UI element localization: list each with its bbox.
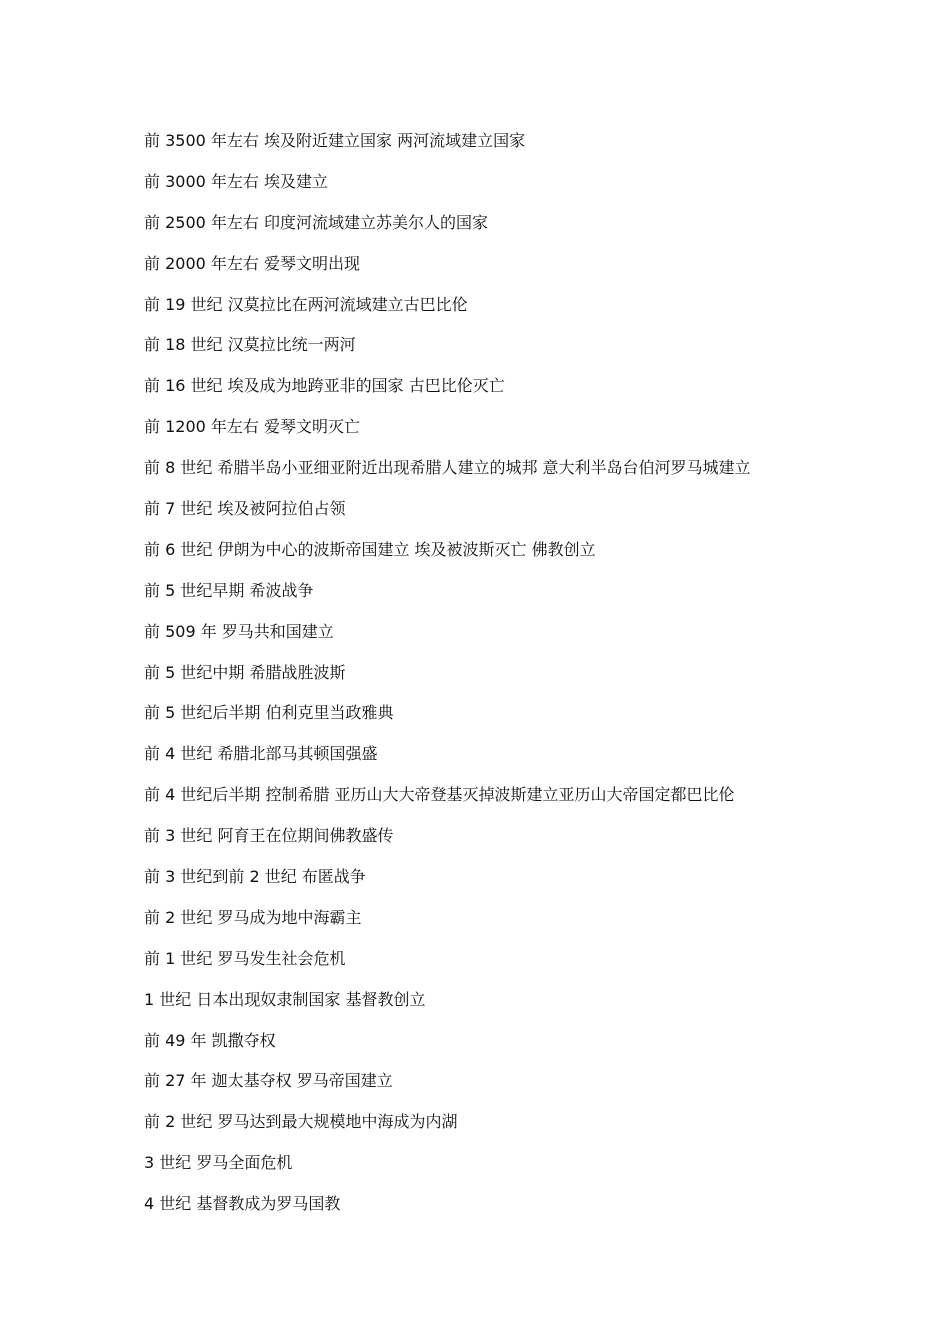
timeline-list xyxy=(144,128,904,1232)
timeline-entry: 前 3 世纪 阿育王在位期间佛教盛传 xyxy=(144,826,394,846)
timeline-entry: 前 3 世纪到前 2 世纪 布匿战争 xyxy=(144,867,366,887)
timeline-entry: 前 19 世纪 汉莫拉比在两河流域建立古巴比伦 xyxy=(144,294,468,314)
timeline-entry: 前 6 世纪 伊朗为中心的波斯帝国建立 埃及被波斯灭亡 佛教创立 xyxy=(144,539,596,559)
timeline-entry: 前 1200 年左右 爱琴文明灭亡 xyxy=(144,417,360,437)
timeline-entry: 前 509 年 罗马共和国建立 xyxy=(144,621,334,641)
timeline-entry: 前 5 世纪中期 希腊战胜波斯 xyxy=(144,662,346,682)
timeline-entry: 前 16 世纪 埃及成为地跨亚非的国家 古巴比伦灭亡 xyxy=(144,376,505,396)
timeline-entry: 前 3500 年左右 埃及附近建立国家 两河流域建立国家 xyxy=(144,131,526,150)
timeline-entry: 4 世纪 基督教成为罗马国教 xyxy=(144,1194,341,1214)
timeline-entry: 前 2000 年左右 爱琴文明出现 xyxy=(144,253,360,273)
timeline-entry: 前 2500 年左右 印度河流域建立苏美尔人的国家 xyxy=(144,212,488,232)
timeline-entry: 前 27 年 迦太基夺权 罗马帝国建立 xyxy=(144,1071,393,1091)
timeline-entry: 前 4 世纪 希腊北部马其顿国强盛 xyxy=(144,744,378,764)
timeline-entry: 前 5 世纪早期 希波战争 xyxy=(144,580,314,600)
timeline-entry: 前 7 世纪 埃及被阿拉伯占领 xyxy=(144,499,346,519)
timeline-entry: 前 4 世纪后半期 控制希腊 亚历山大大帝登基灭掉波斯建立亚历山大帝国定都巴比伦 xyxy=(144,785,735,805)
timeline-entry: 前 8 世纪 希腊半岛小亚细亚附近出现希腊人建立的城邦 意大利半岛台伯河罗马城建立 xyxy=(144,458,751,478)
timeline-entry: 3 世纪 罗马全面危机 xyxy=(144,1153,293,1173)
timeline-entry: 前 5 世纪后半期 伯利克里当政雅典 xyxy=(144,703,394,723)
timeline-entry: 1 世纪 日本出现奴隶制国家 基督教创立 xyxy=(144,989,426,1009)
timeline-entry: 前 1 世纪 罗马发生社会危机 xyxy=(144,948,346,968)
timeline-entry: 前 18 世纪 汉莫拉比统一两河 xyxy=(144,335,356,355)
timeline-entry: 前 49 年 凯撒夺权 xyxy=(144,1030,276,1050)
timeline-entry: 前 3000 年左右 埃及建立 xyxy=(144,171,328,191)
timeline-entry: 前 2 世纪 罗马成为地中海霸主 xyxy=(144,907,362,927)
timeline-entry: 前 2 世纪 罗马达到最大规模地中海成为内湖 xyxy=(144,1112,458,1132)
